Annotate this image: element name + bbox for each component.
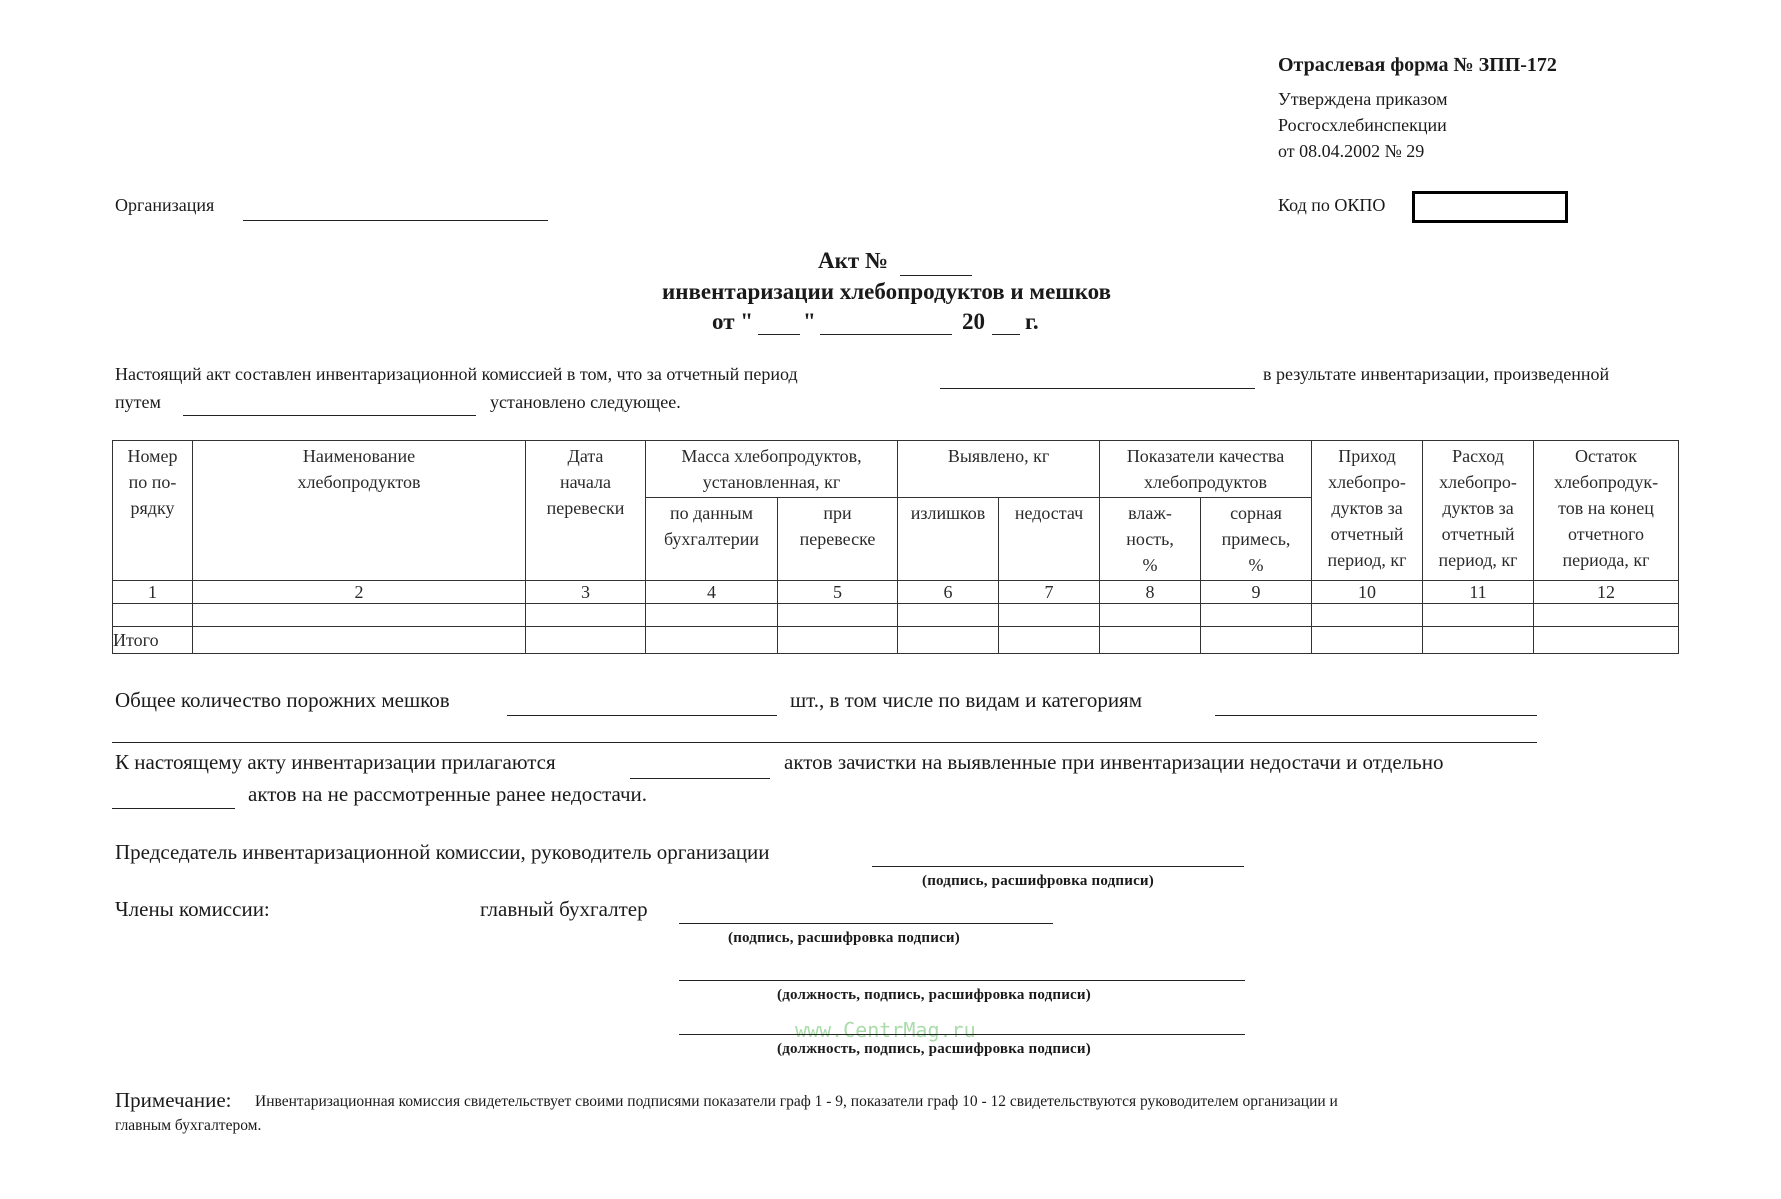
members-label: Члены комиссии: bbox=[115, 897, 270, 921]
chief-accountant-caption: (подпись, расшифровка подписи) bbox=[728, 930, 960, 946]
organization-field[interactable] bbox=[243, 220, 548, 221]
header-num: Номер по по- рядку bbox=[113, 441, 193, 581]
header-shortage: недостач bbox=[999, 498, 1100, 581]
table-cell[interactable] bbox=[646, 627, 778, 654]
header-found: Выявлено, кг bbox=[898, 441, 1100, 498]
chairman-signature-caption: (подпись, расшифровка подписи) bbox=[922, 873, 1154, 889]
table-cell[interactable] bbox=[1100, 627, 1201, 654]
intro-text-4: установлено следующее. bbox=[490, 392, 681, 412]
total-label: Итого bbox=[113, 627, 193, 654]
member-signature-field-2[interactable] bbox=[679, 1034, 1245, 1035]
date-year-prefix: 20 bbox=[962, 309, 985, 334]
table-cell[interactable] bbox=[1312, 604, 1423, 627]
table-cell[interactable] bbox=[1423, 604, 1534, 627]
header-mass-weighing: при перевеске bbox=[778, 498, 898, 581]
table-cell[interactable] bbox=[999, 627, 1100, 654]
okpo-label: Код по ОКПО bbox=[1278, 195, 1386, 215]
date-year-field[interactable] bbox=[992, 334, 1020, 335]
bags-text-1: Общее количество порожних мешков bbox=[115, 688, 450, 712]
table-cell[interactable] bbox=[1312, 627, 1423, 654]
member-signature-field-1[interactable] bbox=[679, 980, 1245, 981]
header-mass: Масса хлебопродуктов, установленная, кг bbox=[646, 441, 898, 498]
intro-text-3: путем bbox=[115, 392, 161, 412]
table-cell[interactable] bbox=[1201, 627, 1312, 654]
member-caption-1: (должность, подпись, расшифровка подписи) bbox=[777, 987, 1091, 1003]
watermark: www.CentrMag.ru bbox=[795, 1018, 976, 1042]
form-name: Отраслевая форма № ЗПП-172 bbox=[1278, 54, 1557, 76]
inventory-table bbox=[112, 440, 1679, 654]
approved-line-3: от 08.04.2002 № 29 bbox=[1278, 141, 1425, 161]
approved-line-2: Росгосхлебинспекции bbox=[1278, 115, 1447, 135]
date-from-label: от " bbox=[712, 309, 754, 334]
act-number-field[interactable] bbox=[900, 275, 972, 276]
table-cell[interactable] bbox=[1100, 604, 1201, 627]
attached-text-2: актов зачистки на выявленные при инвентаризации недостачи и отдельно bbox=[784, 750, 1444, 774]
table-row bbox=[113, 604, 1679, 627]
header-income: Приход хлебопро- дуктов за отчетный период, кг bbox=[1312, 441, 1423, 581]
period-field[interactable] bbox=[940, 388, 1255, 389]
table-cell[interactable] bbox=[778, 604, 898, 627]
bags-text-2: шт., в том числе по видам и категориям bbox=[790, 688, 1143, 712]
attached-text-3: актов на не рассмотренные ранее недостачи. bbox=[248, 782, 648, 806]
header-name: Наименование хлебопродуктов bbox=[193, 441, 526, 581]
attached-count-field[interactable] bbox=[630, 778, 770, 779]
bags-categories-field[interactable] bbox=[1215, 715, 1537, 716]
chairman-label: Председатель инвентаризационной комиссии, руководитель организации bbox=[115, 840, 770, 864]
header-balance: Остаток хлебопродук- тов на конец отчетного периода, кг bbox=[1534, 441, 1679, 581]
table-cell[interactable] bbox=[526, 627, 646, 654]
table-cell[interactable] bbox=[898, 604, 999, 627]
column-number-row bbox=[113, 581, 1679, 604]
okpo-field[interactable] bbox=[1412, 191, 1568, 223]
method-field[interactable] bbox=[183, 415, 476, 416]
column-number: 8 bbox=[1100, 581, 1201, 604]
table-cell[interactable] bbox=[526, 604, 646, 627]
date-day-field[interactable] bbox=[758, 334, 800, 335]
table-cell[interactable] bbox=[999, 604, 1100, 627]
table-cell[interactable] bbox=[1534, 604, 1679, 627]
note-text-1: Инвентаризационная комиссия свидетельствует своими подписями показатели граф 1 - 9, показатели граф 10 - 12 свидетельствуются руководителем организации и bbox=[255, 1093, 1338, 1110]
column-number: 5 bbox=[778, 581, 898, 604]
member-caption-2: (должность, подпись, расшифровка подписи) bbox=[777, 1041, 1091, 1057]
header-expense: Расход хлебопро- дуктов за отчетный период, кг bbox=[1423, 441, 1534, 581]
header-moisture: влаж- ность, % bbox=[1100, 498, 1201, 581]
date-year-suffix: г. bbox=[1025, 309, 1039, 334]
bags-count-field[interactable] bbox=[507, 715, 777, 716]
act-title: инвентаризации хлебопродуктов и мешков bbox=[662, 279, 1112, 304]
attached-text-1: К настоящему акту инвентаризации прилагаются bbox=[115, 750, 556, 774]
column-number: 12 bbox=[1534, 581, 1679, 604]
table-cell[interactable] bbox=[1201, 604, 1312, 627]
column-number: 11 bbox=[1423, 581, 1534, 604]
column-number: 6 bbox=[898, 581, 999, 604]
header-weed: сорная примесь, % bbox=[1201, 498, 1312, 581]
header-surplus: излишков bbox=[898, 498, 999, 581]
table-cell[interactable] bbox=[778, 627, 898, 654]
note-text-2: главным бухгалтером. bbox=[115, 1117, 262, 1134]
table-cell[interactable] bbox=[898, 627, 999, 654]
total-row bbox=[113, 627, 1679, 654]
intro-text-2: в результате инвентаризации, произведенной bbox=[1263, 364, 1610, 384]
table-cell[interactable] bbox=[113, 604, 193, 627]
header-date: Дата начала перевески bbox=[526, 441, 646, 581]
table-cell[interactable] bbox=[193, 604, 526, 627]
chairman-signature-field[interactable] bbox=[872, 866, 1244, 867]
bags-categories-field-2[interactable] bbox=[112, 742, 1537, 743]
date-quote: " bbox=[803, 309, 816, 334]
approved-line-1: Утверждена приказом bbox=[1278, 89, 1448, 109]
table-cell[interactable] bbox=[646, 604, 778, 627]
note-label: Примечание: bbox=[115, 1088, 232, 1112]
column-number: 1 bbox=[113, 581, 193, 604]
table-cell[interactable] bbox=[1423, 627, 1534, 654]
act-number-label: Акт № bbox=[818, 248, 889, 273]
organization-label: Организация bbox=[115, 195, 215, 215]
table-cell[interactable] bbox=[1534, 627, 1679, 654]
intro-text-1: Настоящий акт составлен инвентаризационной комиссией в том, что за отчетный период bbox=[115, 364, 798, 384]
column-number: 3 bbox=[526, 581, 646, 604]
column-number: 7 bbox=[999, 581, 1100, 604]
chief-accountant-signature-field[interactable] bbox=[679, 923, 1053, 924]
column-number: 9 bbox=[1201, 581, 1312, 604]
date-month-field[interactable] bbox=[820, 334, 952, 335]
table-cell[interactable] bbox=[193, 627, 526, 654]
chief-accountant-label: главный бухгалтер bbox=[480, 897, 648, 921]
column-number: 4 bbox=[646, 581, 778, 604]
header-quality: Показатели качества хлебопродуктов bbox=[1100, 441, 1312, 498]
column-number: 2 bbox=[193, 581, 526, 604]
separate-acts-field[interactable] bbox=[112, 808, 235, 809]
column-number: 10 bbox=[1312, 581, 1423, 604]
header-mass-accounting: по данным бухгалтерии bbox=[646, 498, 778, 581]
